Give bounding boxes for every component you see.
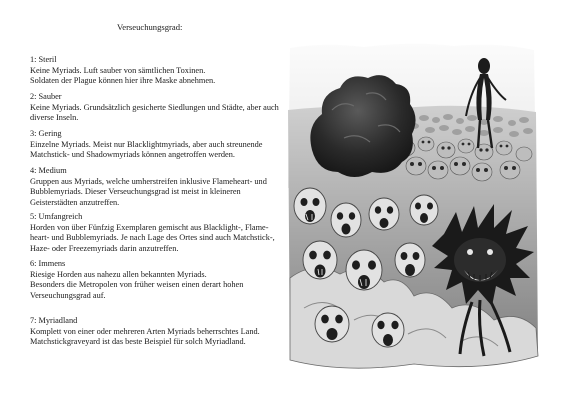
level-line: Gruppen aus Myriads, welche umherstreifen inklusive Flameheart- und	[30, 176, 267, 186]
level-line: Komplett von einer oder mehreren Arten Myriads beherrschtes Land.	[30, 326, 260, 336]
level-entry-7	[30, 316, 282, 348]
level-line: Bubblemyriads. Dieser Verseuchungsgrad ist meist in kleineren	[30, 187, 241, 197]
level-title: 6: Immens	[30, 259, 66, 268]
level-line: diverse Inseln.	[30, 113, 79, 123]
level-line: heart- und Bubblemyriads. Je nach Lage des Ortes sind auch Matchstick-,	[30, 233, 275, 243]
level-title: 5: Umfangreich	[30, 212, 83, 221]
level-line: Matchstick- und Shadowmyriads können angetroffen werden.	[30, 150, 235, 160]
level-line: Soldaten der Plague können hier ihre Maske abnehmen.	[30, 76, 216, 86]
level-entry-5	[30, 212, 282, 254]
level-line: Einzelne Myriads. Meist nur Blacklightmyriads, aber auch streunende	[30, 139, 263, 149]
level-line: Verseuchungsgrad auf.	[30, 290, 106, 300]
level-entry-4	[30, 166, 282, 208]
level-line: Keine Myriads. Luft sauber von sämtlichen Toxinen.	[30, 65, 206, 75]
level-line: Horden von über Fünfzig Exemplaren gemischt aus Blacklight-, Flame-	[30, 222, 269, 232]
level-line: Geisterstädten anzutreffen.	[30, 197, 120, 207]
level-title: 1: Steril	[30, 55, 57, 64]
level-title: 2: Sauber	[30, 92, 62, 101]
level-title: 4: Medium	[30, 166, 67, 175]
level-entry-1	[30, 55, 282, 87]
horde-drawing	[284, 38, 542, 376]
level-title: 7: Myriadland	[30, 316, 78, 325]
level-line: Keine Myriads. Grundsätzlich gesicherte Siedlungen und Städte, aber auch	[30, 102, 279, 112]
level-line: Matchstickgraveyard ist das beste Beispiel für solch Myriadland.	[30, 337, 246, 347]
level-line: Haze- oder Freezemyriads darin anzutreffen.	[30, 243, 179, 253]
myriad-horde-illustration	[284, 38, 542, 376]
level-line: Besonders die Metropolen von früher weisen einen derart hohen	[30, 280, 244, 290]
level-entry-3	[30, 129, 282, 161]
page-heading: Verseuchungsgrad:	[117, 22, 183, 32]
level-line: Riesige Horden aus nahezu allen bekannten Myriads.	[30, 269, 207, 279]
level-entry-6	[30, 259, 282, 301]
level-title: 3: Gering	[30, 129, 62, 138]
level-entry-2	[30, 92, 282, 124]
